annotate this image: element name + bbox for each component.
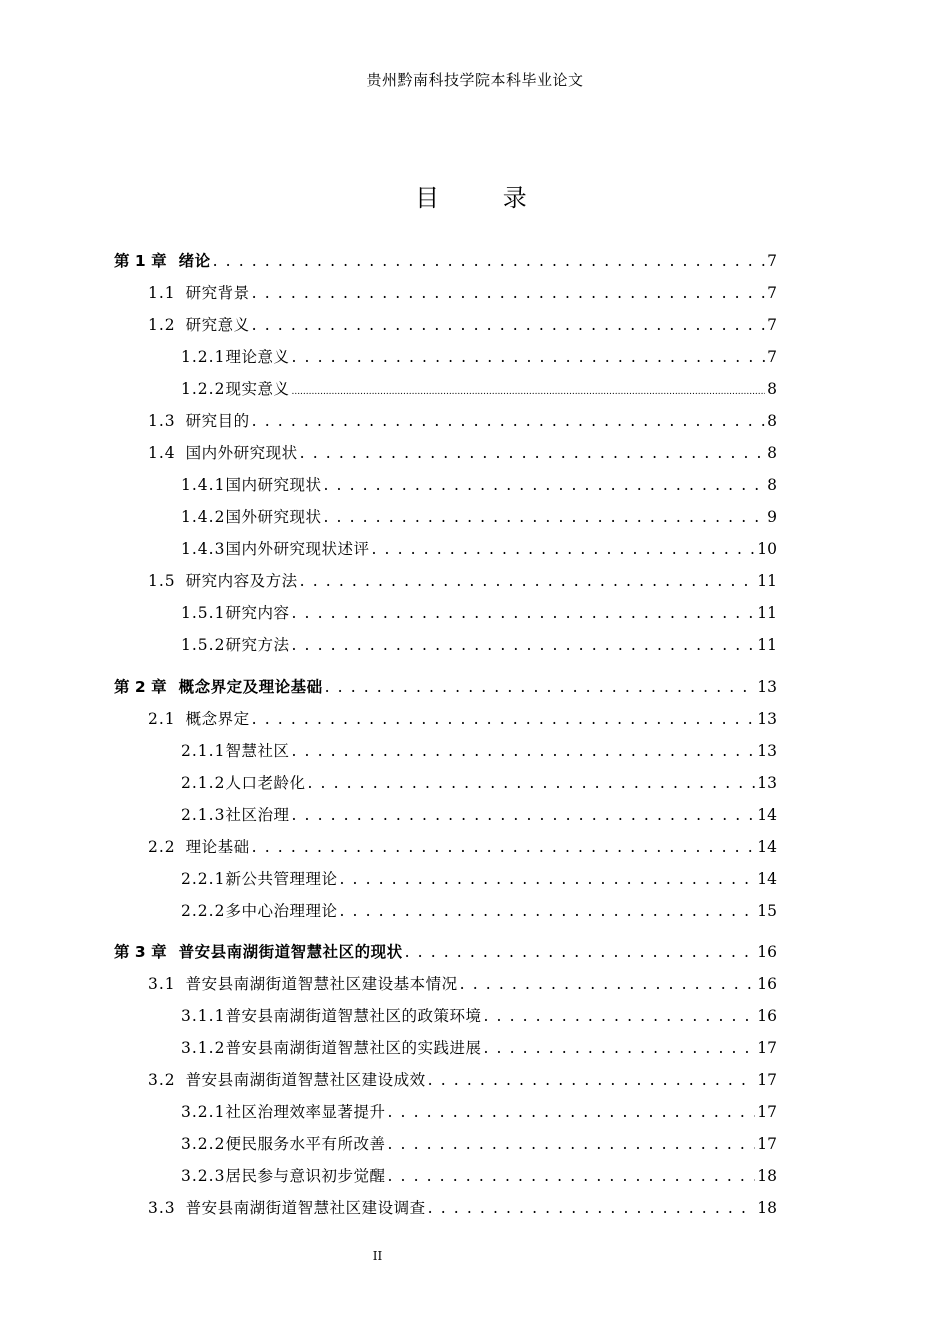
toc-entry-page: 10	[757, 540, 777, 558]
toc-subsection-entry[interactable]	[181, 598, 777, 628]
toc-entry-title: 普安县南湖街道智慧社区建设成效	[185, 1071, 426, 1089]
toc-entry-page: 7	[767, 284, 777, 302]
toc-subsection-entry[interactable]	[181, 1033, 777, 1063]
toc-entry-number: 1.4.1	[181, 476, 226, 494]
toc-dot-leader	[405, 937, 756, 967]
toc-section-entry[interactable]	[148, 278, 777, 308]
toc-entry-page: 14	[757, 838, 777, 856]
toc-chapter-entry[interactable]	[114, 672, 777, 702]
toc-dot-leader	[387, 1161, 755, 1191]
running-header: 贵州黔南科技学院本科毕业论文	[366, 71, 584, 89]
toc-entry-page: 18	[757, 1199, 777, 1217]
toc-dot-leader	[387, 1129, 755, 1159]
toc-entry-title: 研究内容	[225, 604, 290, 622]
toc-subsection-entry[interactable]	[181, 1097, 777, 1127]
toc-entry-number: 3.1.1	[181, 1007, 226, 1025]
toc-entry-title: 人口老龄化	[225, 774, 306, 792]
toc-entry-title: 国内外研究现状述评	[225, 540, 370, 558]
toc-dot-leader	[252, 704, 756, 734]
toc-entry-title: 绪论	[178, 252, 211, 270]
toc-entry-title: 普安县南湖街道智慧社区建设基本情况	[185, 975, 458, 993]
toc-entry-page: 8	[767, 444, 777, 462]
toc-entry-number: 2.1.2	[181, 774, 226, 792]
toc-entry-number: 2.1	[148, 710, 176, 728]
toc-dot-leader	[307, 768, 755, 798]
toc-entry-page: 14	[757, 806, 777, 824]
toc-chapter-entry[interactable]	[114, 937, 777, 967]
toc-entry-title: 现实意义	[225, 380, 290, 398]
toc-section-entry[interactable]	[148, 566, 777, 596]
toc-entry-page: 9	[767, 508, 777, 526]
toc-entry-page: 15	[757, 902, 777, 920]
toc-entry-title: 普安县南湖街道智慧社区的现状	[178, 943, 403, 961]
toc-entry-number: 3.1	[148, 975, 176, 993]
toc-entry-number: 1.4.3	[181, 540, 226, 558]
toc-dot-leader	[428, 1065, 756, 1095]
toc-entry-page: 11	[757, 604, 777, 622]
toc-dot-leader	[252, 278, 765, 308]
toc-section-entry[interactable]	[148, 310, 777, 340]
toc-dot-leader	[291, 736, 755, 766]
toc-dot-leader	[291, 630, 755, 660]
toc-entry-title: 研究方法	[225, 636, 290, 654]
toc-entry-number: 1.4.2	[181, 508, 226, 526]
toc-section-entry[interactable]	[148, 1065, 777, 1095]
toc-subsection-entry[interactable]	[181, 896, 777, 926]
toc-entry-number: 第 2 章	[114, 678, 167, 696]
toc-entry-number: 2.1.3	[181, 806, 226, 824]
toc-dot-leader	[291, 800, 755, 830]
toc-section-entry[interactable]	[148, 704, 777, 734]
toc-entry-title: 概念界定及理论基础	[178, 678, 323, 696]
toc-dot-leader	[291, 374, 765, 407]
toc-dot-leader	[291, 342, 765, 372]
toc-entry-page: 17	[757, 1135, 777, 1153]
toc-entry-title: 国内研究现状	[225, 476, 322, 494]
toc-section-entry[interactable]	[148, 1193, 777, 1223]
toc-entry-number: 3.1.2	[181, 1039, 226, 1057]
toc-section-entry[interactable]	[148, 832, 777, 862]
toc-chapter-entry[interactable]	[114, 246, 777, 276]
toc-dot-leader	[483, 1001, 755, 1031]
toc-entry-title: 普安县南湖街道智慧社区的政策环境	[225, 1007, 482, 1025]
toc-entry-page: 13	[757, 774, 777, 792]
toc-subsection-entry[interactable]	[181, 502, 777, 532]
toc-entry-title: 概念界定	[185, 710, 250, 728]
toc-entry-number: 3.2.3	[181, 1167, 226, 1185]
toc-entry-title: 普安县南湖街道智慧社区的实践进展	[225, 1039, 482, 1057]
toc-dot-leader	[300, 438, 765, 468]
toc-entry-page: 8	[767, 380, 777, 398]
toc-subsection-entry[interactable]	[181, 374, 777, 404]
toc-section-entry[interactable]	[148, 438, 777, 468]
toc-entry-page: 16	[757, 1007, 777, 1025]
toc-entry-number: 3.3	[148, 1199, 176, 1217]
toc-entry-page: 7	[767, 316, 777, 334]
toc-entry-page: 16	[757, 943, 777, 961]
toc-entry-page: 11	[757, 572, 777, 590]
toc-dot-leader	[291, 598, 755, 628]
toc-dot-leader	[252, 832, 756, 862]
toc-entry-number: 1.5.1	[181, 604, 226, 622]
toc-subsection-entry[interactable]	[181, 1161, 777, 1191]
toc-title: 目 录	[415, 184, 555, 212]
toc-entry-number: 2.2.2	[181, 902, 226, 920]
toc-entry-page: 13	[757, 710, 777, 728]
toc-entry-number: 2.1.1	[181, 742, 226, 760]
toc-dot-leader	[387, 1097, 755, 1127]
toc-subsection-entry[interactable]	[181, 800, 777, 830]
toc-dot-leader	[325, 672, 756, 702]
toc-entry-number: 3.2.1	[181, 1103, 226, 1121]
toc-entry-title: 研究背景	[185, 284, 250, 302]
toc-subsection-entry[interactable]	[181, 1129, 777, 1159]
toc-entry-number: 3.2.2	[181, 1135, 226, 1153]
toc-entry-title: 社区治理效率显著提升	[225, 1103, 386, 1121]
toc-entry-title: 便民服务水平有所改善	[225, 1135, 386, 1153]
toc-entry-number: 1.3	[148, 412, 176, 430]
toc-dot-leader	[252, 406, 765, 436]
toc-entry-title: 理论意义	[225, 348, 290, 366]
toc-entry-title: 智慧社区	[225, 742, 290, 760]
toc-dot-leader	[323, 502, 765, 532]
toc-entry-title: 理论基础	[185, 838, 250, 856]
toc-entry-title: 多中心治理理论	[225, 902, 338, 920]
toc-entry-number: 第 3 章	[114, 943, 167, 961]
toc-entry-number: 第 1 章	[114, 252, 167, 270]
toc-subsection-entry[interactable]	[181, 768, 777, 798]
toc-dot-leader	[339, 864, 755, 894]
toc-entry-page: 17	[757, 1103, 777, 1121]
toc-entry-page: 7	[767, 252, 777, 270]
toc-dot-leader	[300, 566, 756, 596]
toc-entry-number: 2.2.1	[181, 870, 226, 888]
toc-entry-number: 1.5	[148, 572, 176, 590]
toc-section-entry[interactable]	[148, 969, 777, 999]
toc-subsection-entry[interactable]	[181, 736, 777, 766]
toc-entry-title: 研究内容及方法	[185, 572, 298, 590]
toc-dot-leader	[323, 470, 765, 500]
toc-entry-title: 社区治理	[225, 806, 290, 824]
toc-entry-title: 国内外研究现状	[185, 444, 298, 462]
toc-entry-number: 1.2.1	[181, 348, 226, 366]
toc-section-entry[interactable]	[148, 406, 777, 436]
toc-entry-page: 18	[757, 1167, 777, 1185]
toc-entry-number: 3.2	[148, 1071, 176, 1089]
toc-entry-page: 7	[767, 348, 777, 366]
toc-entry-number: 1.1	[148, 284, 176, 302]
toc-entry-page: 17	[757, 1039, 777, 1057]
toc-subsection-entry[interactable]	[181, 342, 777, 372]
toc-subsection-entry[interactable]	[181, 630, 777, 660]
toc-subsection-entry[interactable]	[181, 470, 777, 500]
toc-entry-number: 2.2	[148, 838, 176, 856]
toc-entry-title: 国外研究现状	[225, 508, 322, 526]
toc-entry-title: 居民参与意识初步觉醒	[225, 1167, 386, 1185]
toc-entry-page: 13	[757, 742, 777, 760]
toc-subsection-entry[interactable]	[181, 1001, 777, 1031]
toc-subsection-entry[interactable]	[181, 864, 777, 894]
toc-entry-page: 16	[757, 975, 777, 993]
toc-entry-page: 8	[767, 412, 777, 430]
toc-entry-title: 普安县南湖街道智慧社区建设调查	[185, 1199, 426, 1217]
toc-dot-leader	[460, 969, 756, 999]
toc-entry-number: 1.4	[148, 444, 176, 462]
toc-entry-title: 新公共管理理论	[225, 870, 338, 888]
toc-entry-page: 17	[757, 1071, 777, 1089]
page-number: II	[372, 1249, 383, 1263]
toc-entry-number: 1.2.2	[181, 380, 226, 398]
toc-dot-leader	[213, 246, 766, 276]
toc-subsection-entry[interactable]	[181, 534, 777, 564]
toc-entry-number: 1.2	[148, 316, 176, 334]
toc-entry-title: 研究目的	[185, 412, 250, 430]
toc-entry-page: 11	[757, 636, 777, 654]
toc-entry-page: 13	[757, 678, 777, 696]
toc-entry-page: 8	[767, 476, 777, 494]
toc-entry-title: 研究意义	[185, 316, 250, 334]
toc-dot-leader	[371, 534, 755, 564]
toc-entry-page: 14	[757, 870, 777, 888]
toc-dot-leader	[252, 310, 765, 340]
toc-dot-leader	[483, 1033, 755, 1063]
toc-dot-leader	[339, 896, 755, 926]
toc-entry-number: 1.5.2	[181, 636, 226, 654]
toc-dot-leader	[428, 1193, 756, 1223]
